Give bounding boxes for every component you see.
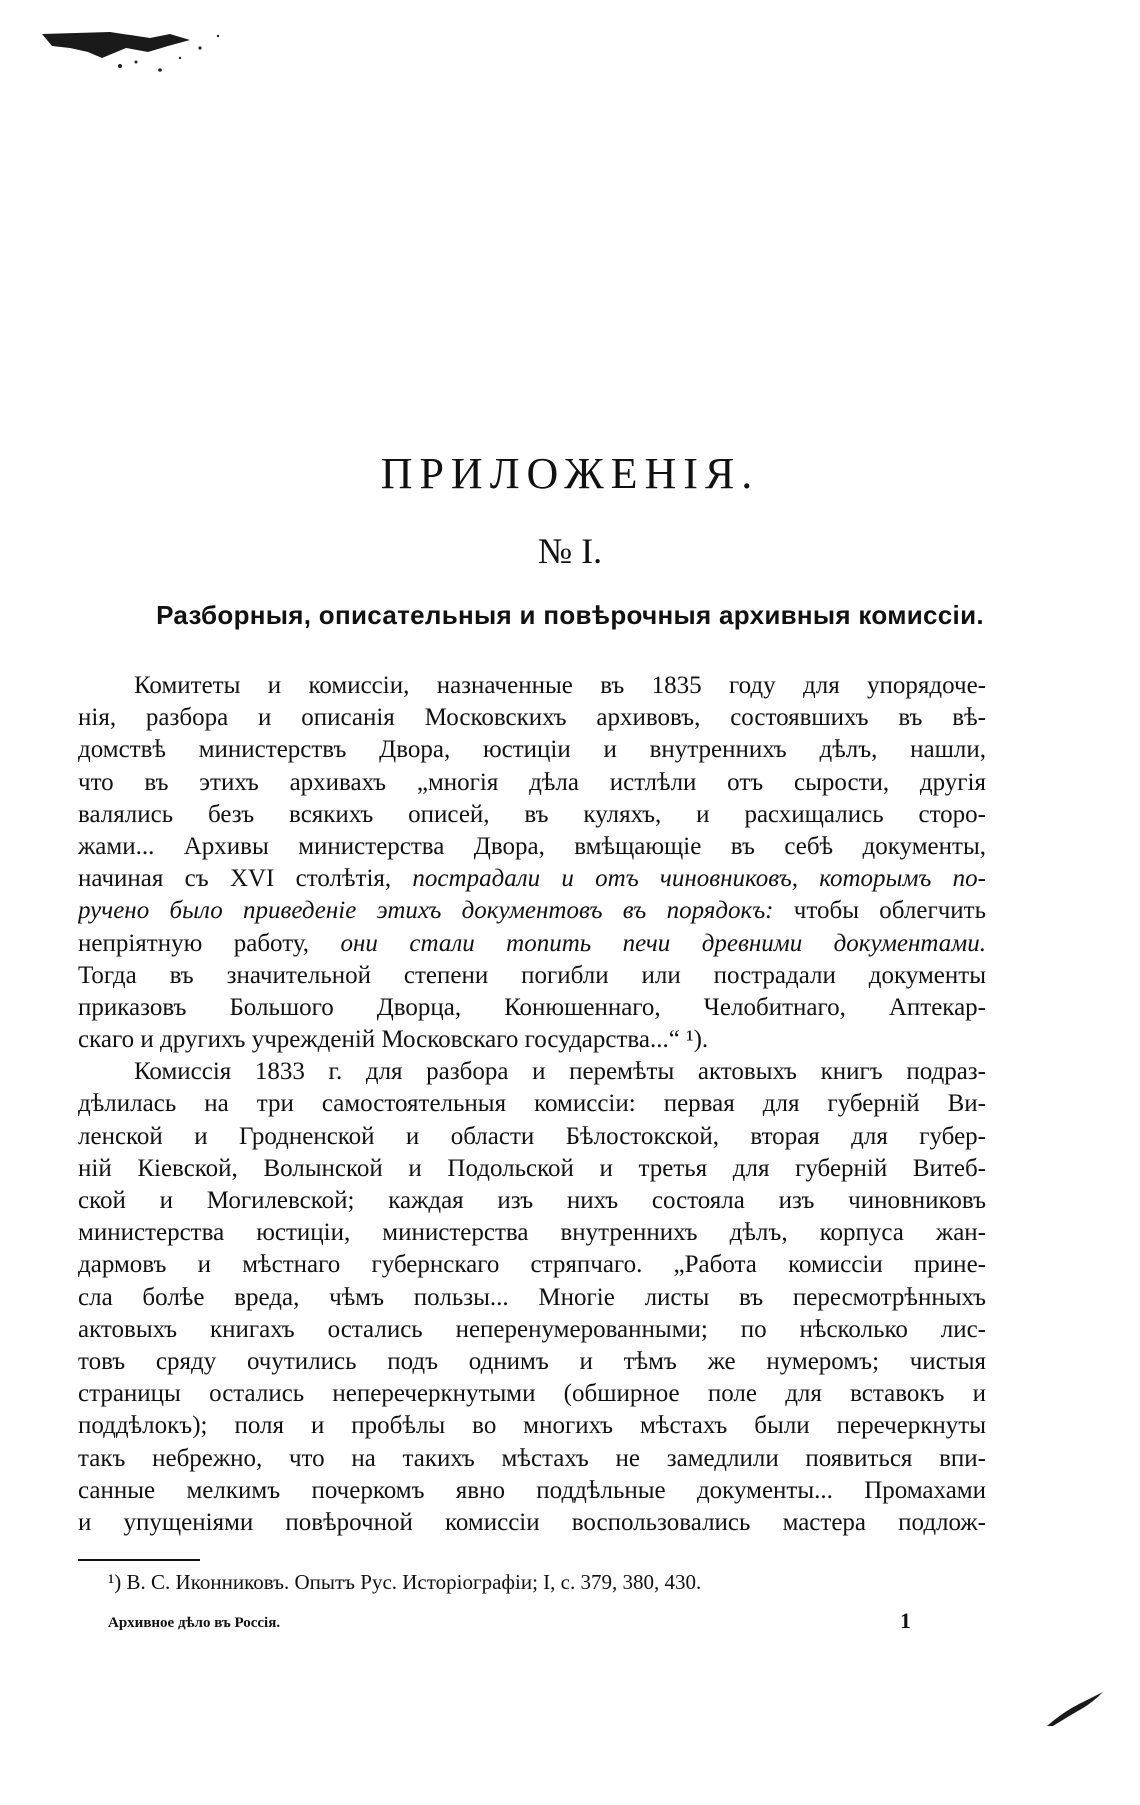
footnote-marker: ¹) xyxy=(108,1570,122,1594)
text-line: ній Кіевской, Волынской и Подольской и третья для губерній Витеб- xyxy=(78,1154,986,1182)
text-fragment: начиная съ XVI столѣтія, xyxy=(78,865,413,893)
text-line: и упущеніями повѣрочной комиссіи воспользовались мастера подлож- xyxy=(78,1508,986,1536)
text-line: дѣлилась на три самостоятельныя комиссіи: первая для губерній Ви- xyxy=(78,1090,986,1118)
appendix-title: ПРИЛОЖЕНІЯ. xyxy=(380,449,760,498)
text-line xyxy=(78,895,986,927)
text-line: сла болѣе вреда, чѣмъ пользы... Многіе листы въ пересмотрѣнныхъ xyxy=(78,1283,986,1311)
signature-line: Архивное дѣло въ Россія. xyxy=(108,1615,281,1631)
text-fragment: непріятную работу, xyxy=(78,929,341,957)
text-line: Комитеты и комиссіи, назначенные въ 1835 году для упорядоче- xyxy=(134,672,986,699)
appendix-number: № I. xyxy=(537,531,603,571)
text-line xyxy=(78,863,986,895)
text-line: ленской и Гродненской и области Бѣлостокской, вторая для губер- xyxy=(78,1122,986,1150)
text-fragment: чтобы облегчить xyxy=(773,897,986,925)
ink-smudge-top xyxy=(40,18,240,88)
footnote xyxy=(108,1570,701,1595)
text-line: товъ сряду очутились подъ однимъ и тѣмъ же нумеромъ; чистыя xyxy=(78,1347,986,1375)
text-line: поддѣлокъ); поля и пробѣлы во многихъ мѣстахъ были перечеркнуты xyxy=(78,1412,986,1440)
text-line: приказовъ Большого Дворца, Конюшеннаго, Челобитнаго, Аптекар- xyxy=(78,993,986,1021)
text-line: такъ небрежно, что на такихъ мѣстахъ не замедлили появиться впи- xyxy=(78,1444,986,1472)
text-line: жами... Архивы министерства Двора, вмѣщающіе въ себѣ документы, xyxy=(78,832,986,860)
text-line: санные мелкимъ почеркомъ явно поддѣльные документы... Промахами xyxy=(78,1476,986,1504)
text-line: домствѣ министерствъ Двора, юстиціи и внутреннихъ дѣлъ, нашли, xyxy=(78,736,986,764)
italic-emphasis: ручено было приведеніе этихъ документовъ въ порядокъ: xyxy=(78,897,774,925)
text-line: нія, разбора и описанія Московскихъ архивовъ, состоявшихъ въ вѣ- xyxy=(78,704,986,732)
italic-emphasis: пострадали и отъ чиновниковъ, которымъ по- xyxy=(412,865,986,893)
text-line: дармовъ и мѣстнаго губернскаго стряпчаго. „Работа комиссіи прине- xyxy=(78,1251,986,1279)
footnote-separator xyxy=(78,1559,200,1561)
text-line: валялись безъ всякихъ описей, въ куляхъ, и расхищались сторо- xyxy=(78,800,986,828)
ink-mark-bottom xyxy=(1045,1690,1105,1730)
section-subtitle: Разборныя, описательныя и повѣрочныя архивныя комиссіи. xyxy=(156,600,984,630)
text-line: актовыхъ книгахъ остались неперенумерованными; по нѣсколько лис- xyxy=(78,1315,986,1343)
text-line: что въ этихъ архивахъ „многія дѣла истлѣли отъ сырости, другія xyxy=(78,768,986,796)
text-line: министерства юстиціи, министерства внутреннихъ дѣлъ, корпуса жан- xyxy=(78,1219,986,1247)
body-text xyxy=(78,670,986,1539)
text-line: Тогда въ значительной степени погибли или пострадали документы xyxy=(78,961,986,989)
italic-emphasis: они стали топить печи древними документами. xyxy=(340,929,986,957)
text-line xyxy=(78,928,986,960)
page-number: 1 xyxy=(900,1608,911,1633)
footnote-text: В. С. Иконниковъ. Опытъ Рус. Исторіографіи; I, с. 379, 380, 430. xyxy=(121,1570,702,1594)
text-line: ской и Могилевской; каждая изъ нихъ состояла изъ чиновниковъ xyxy=(78,1187,986,1214)
text-line: Комиссія 1833 г. для разбора и перемѣты актовыхъ книгъ подраз- xyxy=(134,1058,986,1086)
text-line: страницы остались неперечеркнутыми (обширное поле для вставокъ и xyxy=(78,1380,986,1408)
text-line: скаго и другихъ учрежденій Московскаго государства...“ ¹). xyxy=(78,1026,709,1054)
